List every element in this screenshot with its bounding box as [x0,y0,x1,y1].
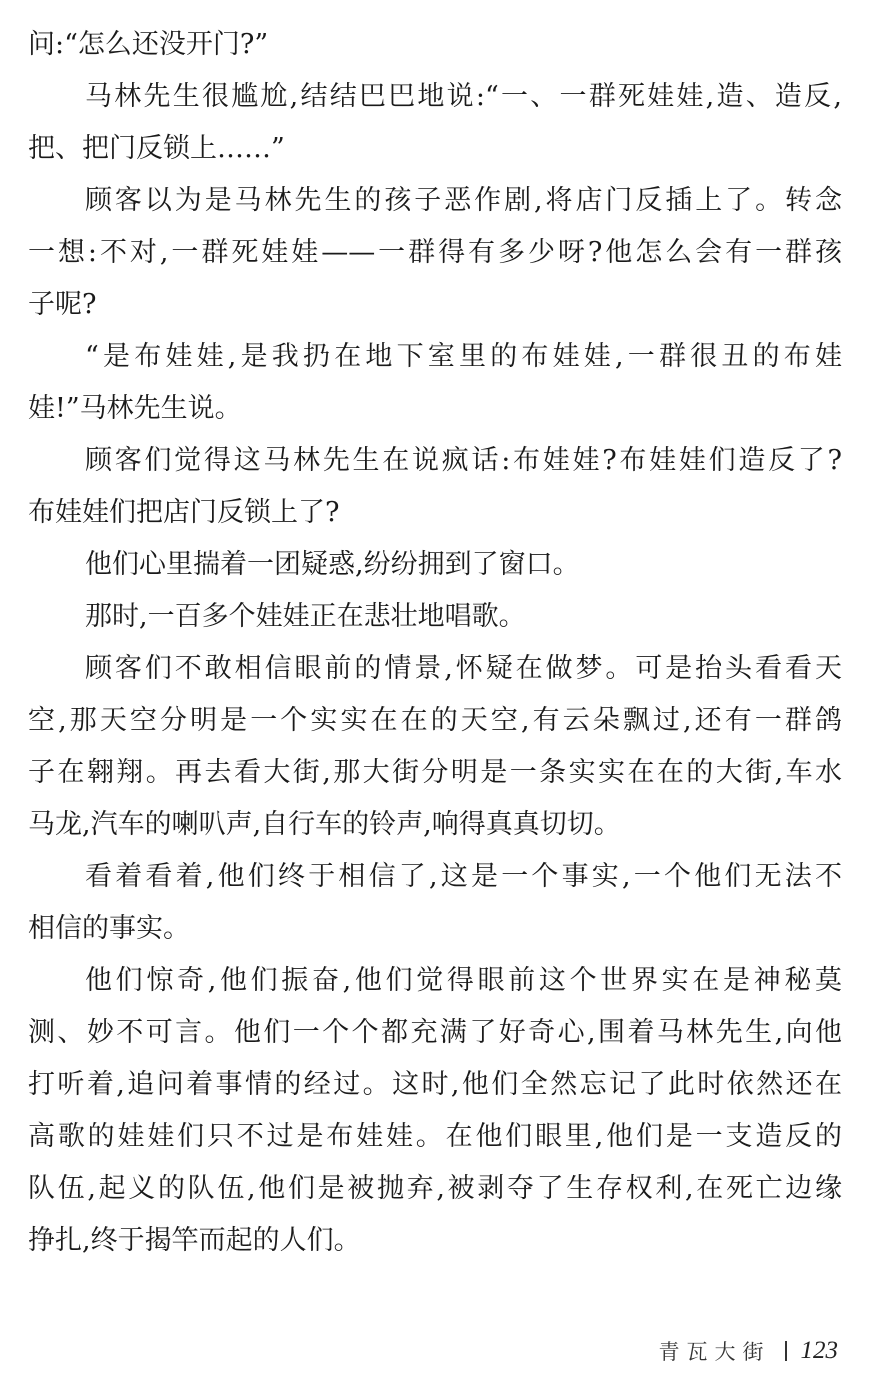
text-line: 相信的事实。 [28,913,190,944]
text-line: 子在翱翔。再去看大街,那大街分明是一条实实在在的大街,车水 [28,757,842,788]
page-number: 123 [800,1337,838,1364]
text-line: 空,那天空分明是一个实实在在的天空,有云朵飘过,还有一群鸽 [28,705,842,736]
text-line: 把、把门反锁上……” [28,133,285,164]
body-text [28,19,842,1267]
text-line: 打听着,追问着事情的经过。这时,他们全然忘记了此时依然还在 [28,1069,842,1100]
text-line: 布娃娃们把店门反锁上了? [28,497,340,528]
page-footer [659,1334,839,1368]
text-line: “是布娃娃,是我扔在地下室里的布娃娃,一群很丑的布娃 [85,341,842,372]
text-line: 高歌的娃娃们只不过是布娃娃。在他们眼里,他们是一支造反的 [28,1121,842,1152]
text-line: 看着看着,他们终于相信了,这是一个事实,一个他们无法不 [85,861,842,892]
text-line: 那时,一百多个娃娃正在悲壮地唱歌。 [85,601,526,632]
text-line: 挣扎,终于揭竿而起的人们。 [28,1225,361,1256]
text-line: 顾客们觉得这马林先生在说疯话:布娃娃?布娃娃们造反了? [85,445,842,476]
text-line: 问:“怎么还没开门?” [28,29,269,60]
text-line: 顾客以为是马林先生的孩子恶作剧,将店门反插上了。转念 [85,185,842,216]
text-line: 他们惊奇,他们振奋,他们觉得眼前这个世界实在是神秘莫 [85,965,842,996]
text-line: 他们心里揣着一团疑惑,纷纷拥到了窗口。 [85,549,580,580]
running-title: 青瓦大街 [658,1340,771,1364]
text-line: 队伍,起义的队伍,他们是被抛弃,被剥夺了生存权利,在死亡边缘 [28,1173,842,1204]
text-line: 顾客们不敢相信眼前的情景,怀疑在做梦。可是抬头看看天 [85,653,842,684]
text-line: 娃!”马林先生说。 [28,393,242,424]
footer-divider [785,1341,787,1361]
text-line: 马龙,汽车的喇叭声,自行车的铃声,响得真真切切。 [28,809,621,840]
text-line: 一想:不对,一群死娃娃——一群得有多少呀?他怎么会有一群孩 [28,237,842,268]
text-line: 测、妙不可言。他们一个个都充满了好奇心,围着马林先生,向他 [28,1017,842,1048]
text-line: 子呢? [28,289,97,320]
text-line: 马林先生很尴尬,结结巴巴地说:“一、一群死娃娃,造、造反, [85,81,842,112]
